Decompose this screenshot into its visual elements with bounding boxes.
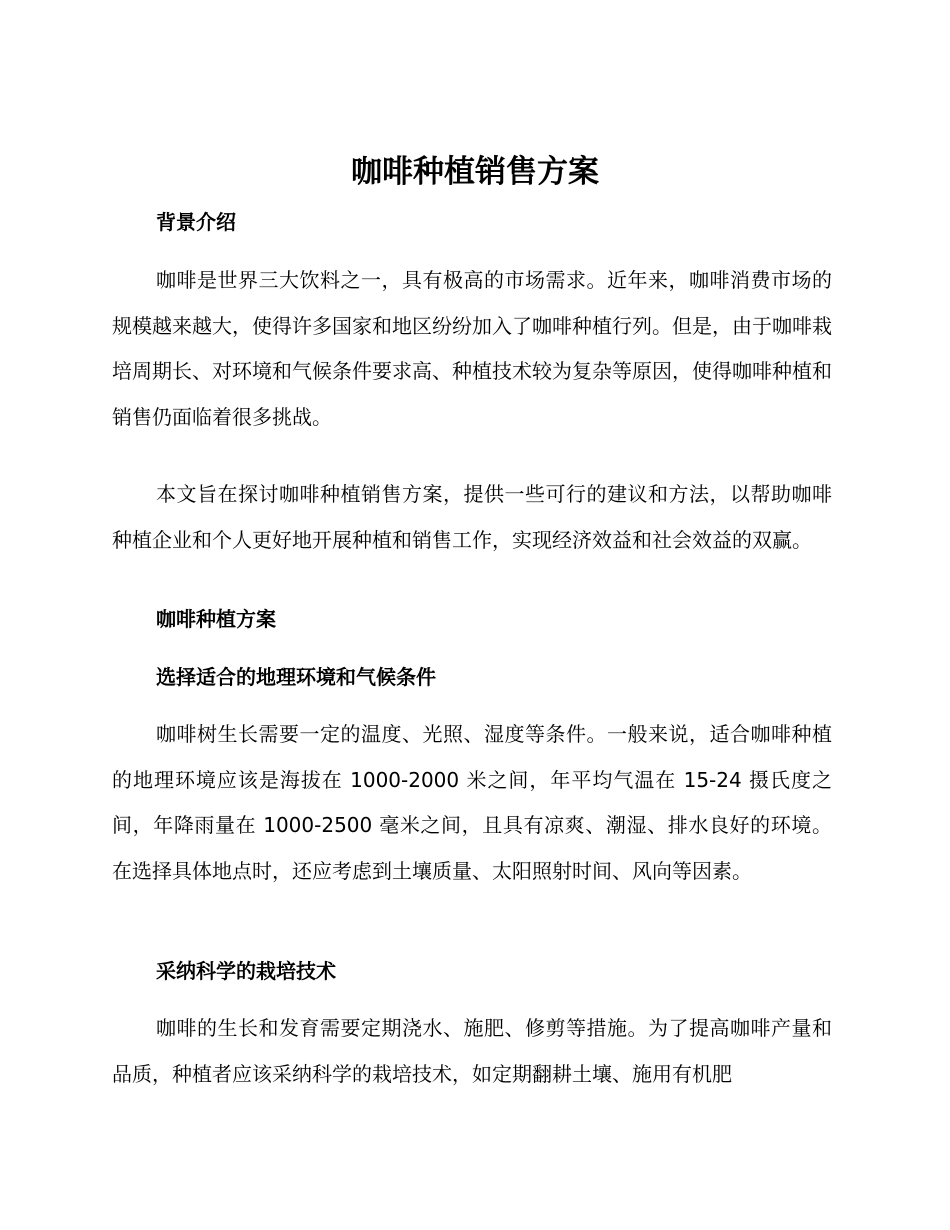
section-heading-planting-plan: 咖啡种植方案 [156,607,276,631]
document-title: 咖啡种植销售方案 [351,154,599,190]
paragraph-background-2: 本文旨在探讨咖啡种植销售方案，提供一些可行的建议和方法，以帮助咖啡种植企业和个人更好地开展种植和销售工作，实现经济效益和社会效益的双赢。 [112,482,832,552]
section-heading-background: 背景介绍 [156,210,236,234]
paragraph-environment: 咖啡树生长需要一定的温度、光照、湿度等条件。一般来说，适合咖啡种植的地理环境应该是海拔在 1000-2000 米之间，年平均气温在 15-24 摄氏度之间，年降雨量在 1000-2500 毫米之间，且具有凉爽、潮湿、排水良好的环境。在选择具体地点时，还应考虑到土壤质量、太阳照射时间、风向等因素。 [112,722,832,883]
paragraph-cultivation-technique: 咖啡的生长和发育需要定期浇水、施肥、修剪等措施。为了提高咖啡产量和品质，种植者应该采纳科学的栽培技术，如定期翻耕土壤、施用有机肥 [112,1016,832,1086]
subsection-heading-environment: 选择适合的地理环境和气候条件 [156,665,436,689]
subsection-heading-cultivation-technique: 采纳科学的栽培技术 [156,959,336,983]
paragraph-background-1: 咖啡是世界三大饮料之一，具有极高的市场需求。近年来，咖啡消费市场的规模越来越大，使得许多国家和地区纷纷加入了咖啡种植行列。但是，由于咖啡栽培周期长、对环境和气候条件要求高、种植技术较为复杂等原因，使得咖啡种植和销售仍面临着很多挑战。 [112,268,832,429]
